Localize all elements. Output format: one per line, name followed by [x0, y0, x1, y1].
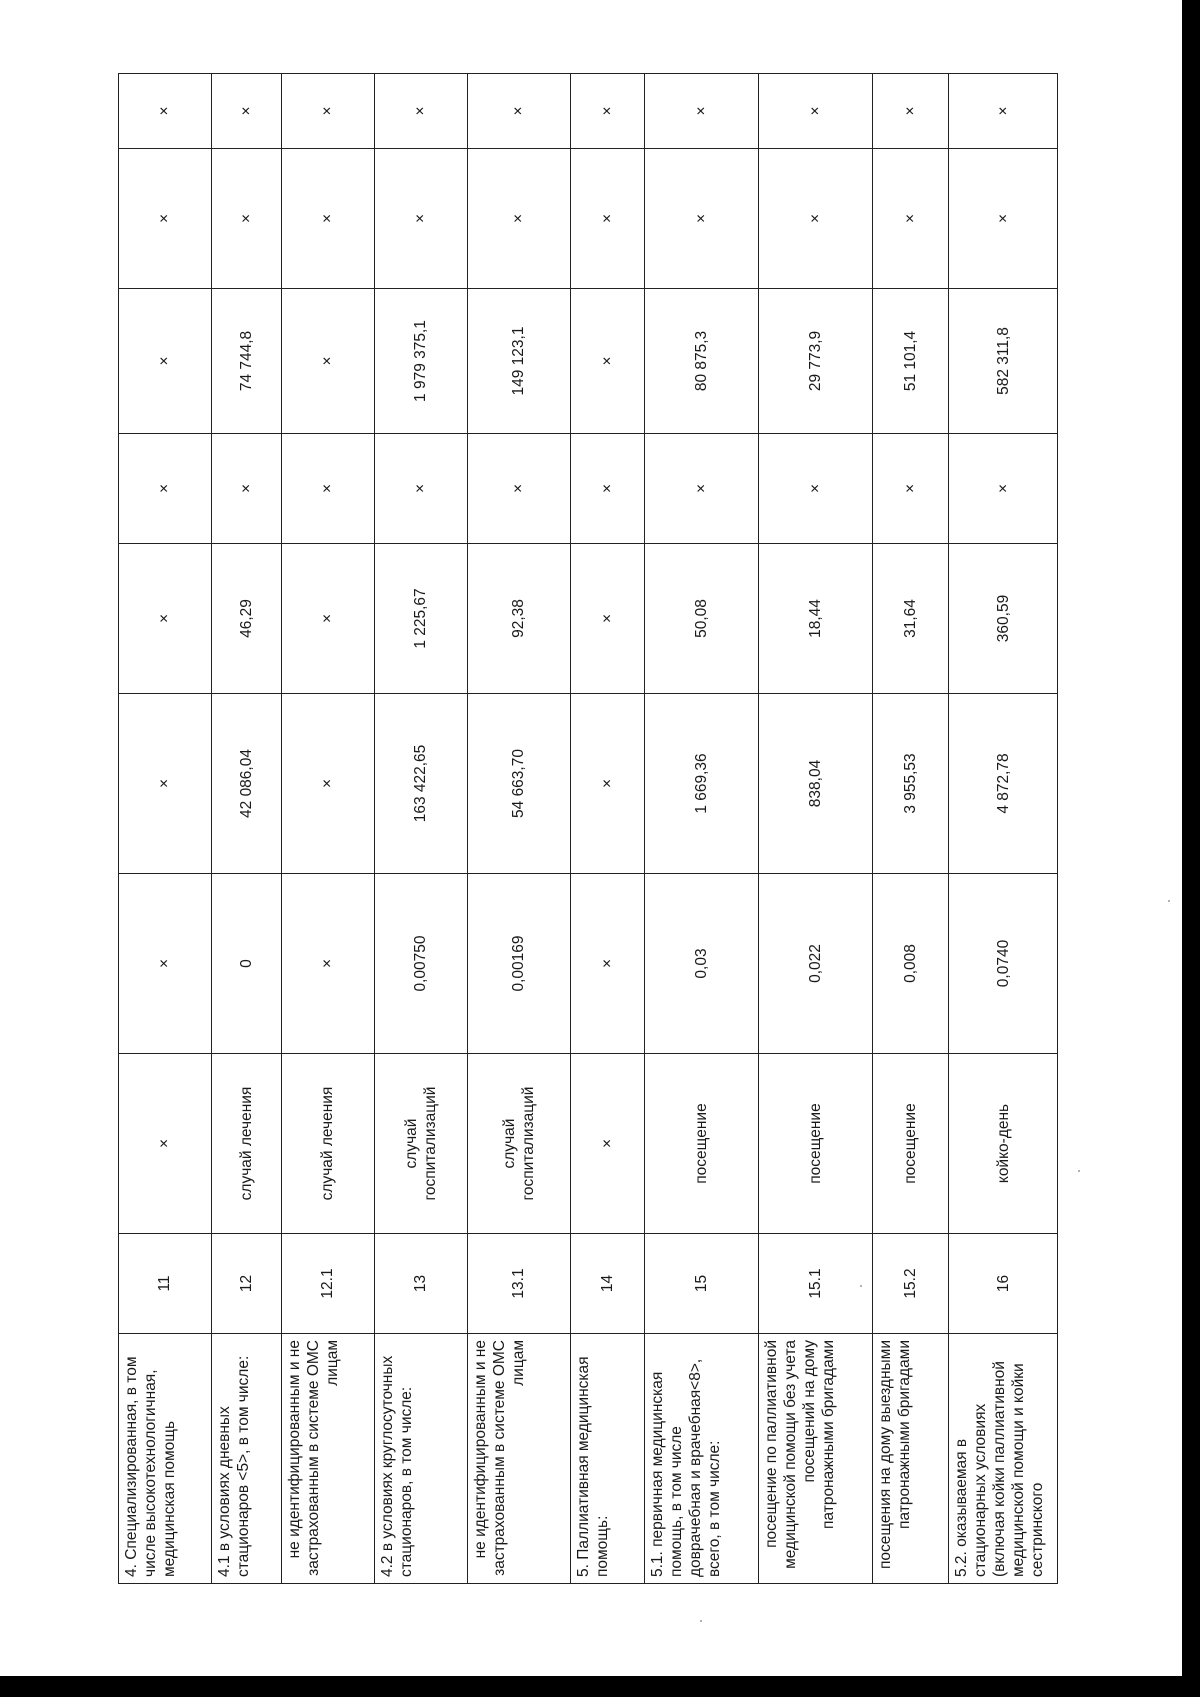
- cell-per: 31,64: [873, 544, 949, 694]
- cell-cost: ×: [119, 694, 212, 874]
- cell-total: 74 744,8: [211, 289, 281, 434]
- cell-norm: 0,03: [644, 874, 758, 1054]
- cell-total: 80 875,3: [644, 289, 758, 434]
- cell-c9: ×: [211, 149, 281, 289]
- cell-num: 11: [119, 1234, 212, 1334]
- cell-cost: 838,04: [759, 694, 873, 874]
- table-row: [873, 74, 949, 1584]
- cell-per: 18,44: [759, 544, 873, 694]
- cell-c9: ×: [119, 149, 212, 289]
- table-row: [949, 74, 1058, 1584]
- cell-c10: ×: [467, 74, 571, 149]
- table-row: [467, 74, 571, 1584]
- cell-total: 29 773,9: [759, 289, 873, 434]
- cell-total: ×: [571, 289, 645, 434]
- cell-norm: 0,00169: [467, 874, 571, 1054]
- cell-num: 15: [644, 1234, 758, 1334]
- cell-c7: ×: [211, 434, 281, 544]
- cell-unit: ×: [571, 1054, 645, 1234]
- cell-c7: ×: [119, 434, 212, 544]
- cell-name: посещение по паллиативной медицинской помощи без учета посещений на дому патронажными бригадами: [759, 1334, 873, 1584]
- cell-per: ×: [281, 544, 374, 694]
- cell-norm: 0,022: [759, 874, 873, 1054]
- cell-unit: случай лечения: [211, 1054, 281, 1234]
- cell-name: 5.2. оказываемая в стационарных условиях (включая койки паллиативной медицинской помощи и койки сестринского: [949, 1334, 1058, 1584]
- funding-table: [118, 73, 1058, 1584]
- cell-c7: ×: [374, 434, 467, 544]
- cell-c7: ×: [873, 434, 949, 544]
- cell-c7: ×: [467, 434, 571, 544]
- cell-c10: ×: [211, 74, 281, 149]
- cell-name: 4.2 в условиях круглосуточных стационаров, в том числе:: [374, 1334, 467, 1584]
- cell-norm: ×: [119, 874, 212, 1054]
- cell-c10: ×: [759, 74, 873, 149]
- cell-c9: ×: [759, 149, 873, 289]
- table-row: [281, 74, 374, 1584]
- cell-cost: ×: [571, 694, 645, 874]
- cell-unit: посещение: [759, 1054, 873, 1234]
- cell-per: 46,29: [211, 544, 281, 694]
- cell-num: 12: [211, 1234, 281, 1334]
- scan-edge-right: [1182, 0, 1200, 1697]
- cell-c9: ×: [873, 149, 949, 289]
- cell-total: ×: [281, 289, 374, 434]
- cell-per: 92,38: [467, 544, 571, 694]
- cell-norm: 0,0740: [949, 874, 1058, 1054]
- cell-num: 12.1: [281, 1234, 374, 1334]
- cell-c10: ×: [281, 74, 374, 149]
- cell-name: не идентифицированным и не застрахованным в системе ОМС лицам: [467, 1334, 571, 1584]
- cell-unit: случай госпитализаций: [374, 1054, 467, 1234]
- cell-c10: ×: [644, 74, 758, 149]
- table-row: [644, 74, 758, 1584]
- cell-name: посещения на дому выездными патронажными бригадами: [873, 1334, 949, 1584]
- table-row: [211, 74, 281, 1584]
- cell-norm: 0,008: [873, 874, 949, 1054]
- cell-cost: 42 086,04: [211, 694, 281, 874]
- cell-total: 1 979 375,1: [374, 289, 467, 434]
- cell-c9: ×: [571, 149, 645, 289]
- scan-speck: [700, 1620, 702, 1622]
- cell-c10: ×: [571, 74, 645, 149]
- cell-total: 51 101,4: [873, 289, 949, 434]
- cell-unit: случай госпитализаций: [467, 1054, 571, 1234]
- cell-c7: ×: [644, 434, 758, 544]
- cell-total: 582 311,8: [949, 289, 1058, 434]
- cell-num: 15.1: [759, 1234, 873, 1334]
- cell-c9: ×: [374, 149, 467, 289]
- cell-unit: ×: [119, 1054, 212, 1234]
- cell-c9: ×: [467, 149, 571, 289]
- scan-edge-bottom: [0, 1676, 1200, 1697]
- scan-speck: [860, 1285, 862, 1287]
- table-row: [759, 74, 873, 1584]
- cell-num: 14: [571, 1234, 645, 1334]
- table-row: [571, 74, 645, 1584]
- cell-name: не идентифицированным и не застрахованным в системе ОМС лицам: [281, 1334, 374, 1584]
- cell-name: 5.1. первичная медицинская помощь, в том числе доврачебная и врачебная<8>, всего, в том числе:: [644, 1334, 758, 1584]
- cell-c7: ×: [759, 434, 873, 544]
- cell-cost: 3 955,53: [873, 694, 949, 874]
- cell-c10: ×: [374, 74, 467, 149]
- cell-per: ×: [571, 544, 645, 694]
- cell-unit: койко-день: [949, 1054, 1058, 1234]
- cell-c9: ×: [949, 149, 1058, 289]
- cell-c9: ×: [281, 149, 374, 289]
- cell-total: 149 123,1: [467, 289, 571, 434]
- scan-speck: [1078, 1170, 1080, 1172]
- rotated-table-container: [118, 106, 1058, 1584]
- cell-cost: ×: [281, 694, 374, 874]
- scan-speck: [1168, 900, 1170, 902]
- cell-per: 50,08: [644, 544, 758, 694]
- cell-c9: ×: [644, 149, 758, 289]
- cell-name: 5. Паллиативная медицинская помощь:: [571, 1334, 645, 1584]
- cell-c10: ×: [873, 74, 949, 149]
- cell-cost: 54 663,70: [467, 694, 571, 874]
- cell-norm: ×: [571, 874, 645, 1054]
- cell-c7: ×: [571, 434, 645, 544]
- cell-norm: 0,00750: [374, 874, 467, 1054]
- cell-unit: случай лечения: [281, 1054, 374, 1234]
- cell-c7: ×: [949, 434, 1058, 544]
- table-row: [119, 74, 212, 1584]
- cell-unit: посещение: [873, 1054, 949, 1234]
- cell-norm: ×: [281, 874, 374, 1054]
- cell-cost: 163 422,65: [374, 694, 467, 874]
- cell-num: 16: [949, 1234, 1058, 1334]
- cell-per: ×: [119, 544, 212, 694]
- cell-c10: ×: [119, 74, 212, 149]
- cell-num: 13: [374, 1234, 467, 1334]
- table-row: [374, 74, 467, 1584]
- cell-norm: 0: [211, 874, 281, 1054]
- cell-num: 15.2: [873, 1234, 949, 1334]
- cell-per: 360,59: [949, 544, 1058, 694]
- cell-per: 1 225,67: [374, 544, 467, 694]
- cell-cost: 1 669,36: [644, 694, 758, 874]
- cell-name: 4. Специализированная, в том числе высокотехнологичная, медицинская помощь: [119, 1334, 212, 1584]
- cell-unit: посещение: [644, 1054, 758, 1234]
- cell-name: 4.1 в условиях дневных стационаров <5>, в том числе:: [211, 1334, 281, 1584]
- cell-num: 13.1: [467, 1234, 571, 1334]
- cell-total: ×: [119, 289, 212, 434]
- cell-c7: ×: [281, 434, 374, 544]
- cell-c10: ×: [949, 74, 1058, 149]
- cell-cost: 4 872,78: [949, 694, 1058, 874]
